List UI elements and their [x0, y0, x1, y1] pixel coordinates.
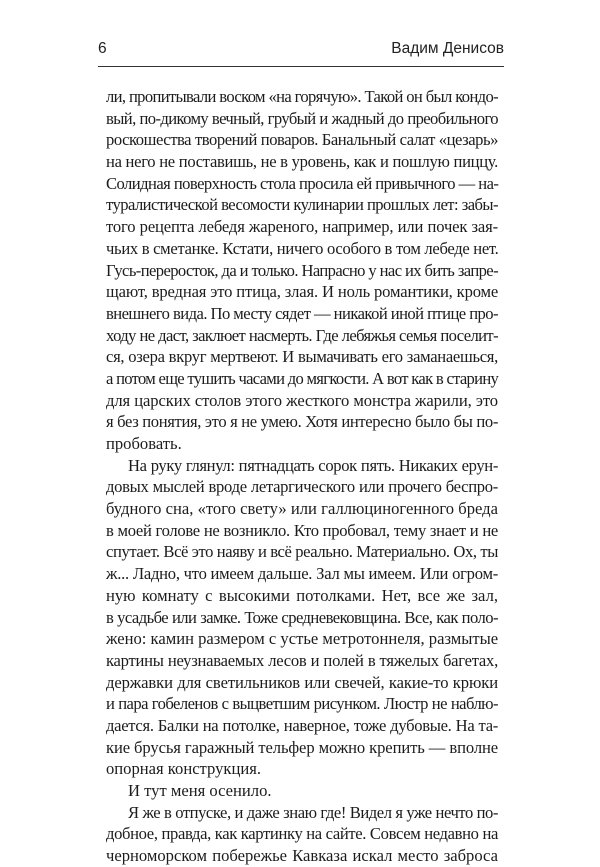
- text-line: довых мыслей вроде летаргического или прочего беспро-: [106, 477, 498, 497]
- text-line: дается. Балки на потолке, наверное, тоже дубовые. На та-: [106, 715, 498, 735]
- text-line: будного сна, «того свету» или галлюциногенного бреда: [106, 499, 498, 519]
- text-line: картины неузнаваемых лесов и полей в тяжелых багетах,: [106, 650, 498, 670]
- running-header: [98, 40, 504, 62]
- text-line: вый, по-дикому вечный, грубый и жадный до преобильного: [106, 108, 498, 128]
- text-line: на него не поставишь, не в уровень, как и пошлую пиццу.: [106, 152, 498, 172]
- text-line: черноморском побережье Кавказа искал место заброса: [106, 846, 498, 866]
- text-line: того рецепта лебедя жареного, например, или почек зая-: [106, 217, 498, 237]
- text-line: ную комнату с высокими потолками. Нет, все же зал,: [106, 585, 498, 605]
- text-line: в моей голове не возникло. Кто пробовал, тему знает и не: [106, 520, 498, 540]
- text-line: ходу не даст, заклюет насмерть. Где лебяжья семья поселит-: [106, 325, 498, 345]
- text-line: щают, вредная это птица, злая. И ноль романтики, кроме: [106, 282, 499, 302]
- text-line: ж... Ладно, что имеем дальше. Зал мы имеем. Или огром-: [106, 564, 498, 584]
- paragraph: [106, 802, 498, 867]
- text-line: спутает. Всё это наяву и всё реально. Материально. Ох, ты: [106, 542, 499, 562]
- running-title: Вадим Денисов: [391, 40, 504, 57]
- paragraph: [106, 455, 498, 780]
- text-line: ся, озера вкруг мертвеют. И вымачивать его заманаешься,: [106, 347, 498, 367]
- text-line: Гусь-переросток, да и только. Напрасно у нас их бить запре-: [106, 260, 498, 280]
- text-line: внешнего вида. По месту сядет — никакой иной птице про-: [106, 303, 498, 323]
- paragraph: [106, 86, 498, 455]
- text-line: кие брусья гаражный тельфер можно крепить — вполне: [106, 737, 499, 757]
- page-number: 6: [98, 40, 107, 57]
- text-line: ли, пропитывали воском «на горячую». Такой он был кондо-: [106, 87, 498, 106]
- text-line: в усадьбе или замке. Тоже средневековщина. Все, как поло-: [106, 607, 498, 627]
- text-line: Я же в отпуске, и даже знаю где! Видел я уже нечто по-: [128, 802, 498, 822]
- text-line: для царских столов этого жесткого монстра жарили, это: [106, 390, 498, 410]
- text-line: Солидная поверхность стола просила ей привычного — на-: [106, 173, 499, 193]
- text-line: И тут меня осенило.: [128, 781, 272, 800]
- text-line: роскошества творений поваров. Банальный салат «цезарь»: [106, 130, 498, 150]
- header-rule: [98, 66, 504, 67]
- text-line: державки для светильников или свечей, какие-то крюки: [106, 672, 498, 692]
- text-line: а потом еще тушить часами до мягкости. А вот как в старину: [106, 368, 499, 388]
- text-line: пробовать.: [106, 434, 182, 453]
- text-line: На руку глянул: пятнадцать сорок пять. Никаких ерун-: [128, 455, 498, 475]
- text-line: опорная конструкция.: [106, 759, 261, 779]
- text-line: и пара гобеленов с выцветшим рисунком. Люстр не наблю-: [106, 694, 498, 714]
- paragraph: [106, 780, 498, 802]
- text-line: чьих в сметанке. Кстати, ничего особого в том лебеде нет.: [106, 238, 499, 258]
- text-line: добное, правда, как картинку на сайте. Совсем недавно на: [106, 824, 498, 844]
- text-line: туралистической весомости кулинарии прошлых лет: забы-: [106, 195, 498, 215]
- text-line: я без понятия, это я не умею. Хотя интересно было бы по-: [106, 412, 498, 432]
- text-line: жено: камин размером с устье метротоннеля, размытые: [106, 629, 499, 649]
